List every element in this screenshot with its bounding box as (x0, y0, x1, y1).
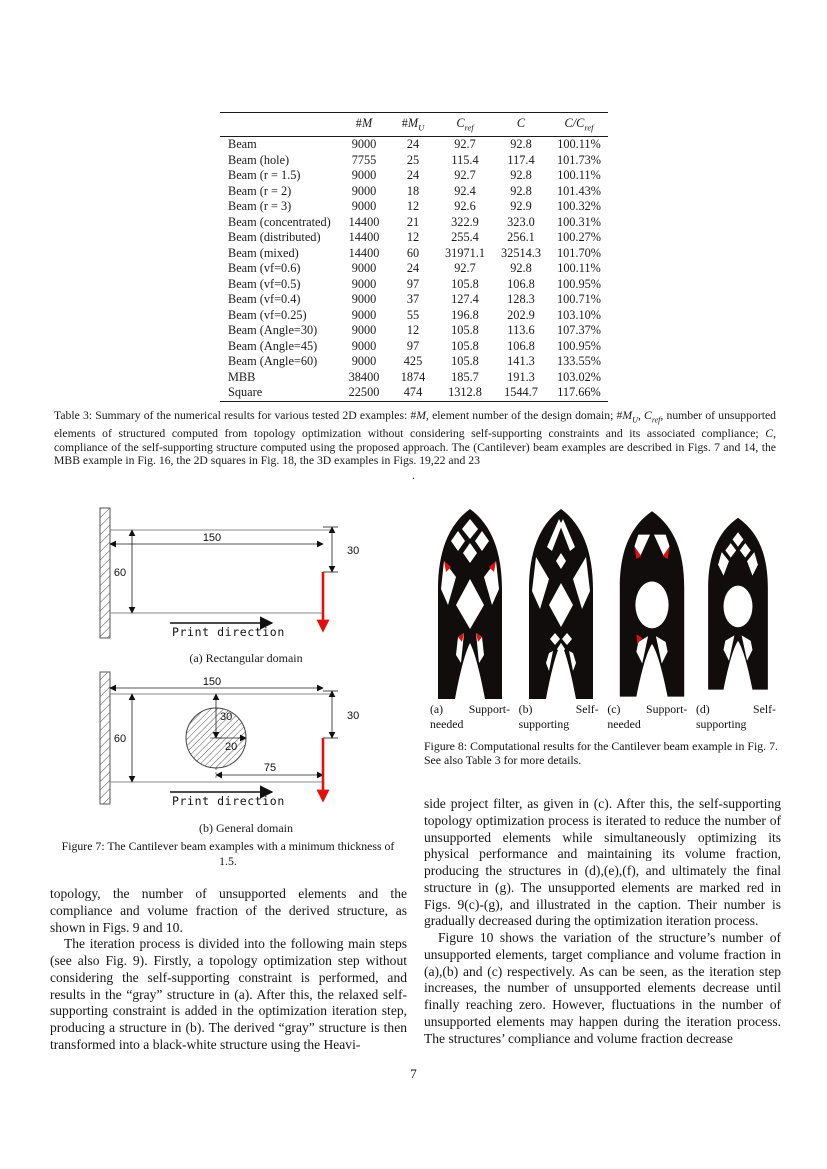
cell-elements: 7755 (351, 152, 377, 167)
cell-c: 141.3 (507, 354, 535, 369)
cell-cref: 105.8 (451, 338, 479, 353)
topology-structure-d (700, 503, 776, 699)
table-header-row (220, 113, 608, 137)
dim-hole-depth-label: 30 (220, 711, 233, 723)
table-row (220, 199, 608, 215)
cell-c: 117.4 (507, 152, 535, 167)
cell-elements: 9000 (351, 199, 377, 214)
cell-ratio: 100.27% (556, 230, 602, 245)
cell-ratio: 101.73% (556, 152, 602, 167)
table-row (220, 339, 608, 355)
figure8-sublabels (430, 702, 776, 731)
col-header-unsupported: $\#M_U$ (388, 113, 438, 137)
print-direction-label: Print direction (172, 794, 285, 808)
cell-elements: 9000 (351, 292, 377, 307)
table-caption: Table 3: Summary of the numerical results for various tested 2D examples: #M, element number of the design domain; $\#M_U$, $C_{ref}$, number of unsupported elements of structured computed from topology optimization without considering self-supporting constraints and its associated compliance; C, compliance of the self-supporting structure computed using the proposed approach. The (Cantilever) beam examples are described in Figs. 7 and 14, the MBB example in Fig. 16, the 2D squares in Fig. 18, the 3D examples in Figs. 19,22 and 23 (54, 409, 777, 468)
fixed-wall-hatch (100, 508, 110, 638)
table-row (220, 385, 608, 401)
subfigure-word: Support- (646, 702, 688, 716)
subfigure-word: Support- (468, 702, 510, 716)
col-header-cref: $C_{ref}$ (438, 113, 492, 137)
subfigure-word: Self- (575, 702, 599, 716)
cell-cref: 185.7 (451, 369, 479, 384)
cell-c: 92.8 (510, 261, 532, 276)
cell-ratio: 100.31% (556, 214, 602, 229)
cell-unsupported: 60 (406, 245, 420, 260)
row-label: Beam (vf=0.4) (228, 292, 301, 307)
figure-7b (90, 664, 402, 836)
dim-width-label: 150 (202, 532, 222, 544)
table-row (220, 184, 608, 200)
cell-ratio: 107.37% (556, 323, 602, 338)
row-label: Beam (Angle=30) (228, 323, 318, 338)
row-label: Beam (vf=0.25) (228, 307, 307, 322)
paragraph: side project filter, as given in (c). After this, the self-supporting topology optimization process is iterated to reduce the number of unsupported elements while simultaneously optimizing its physical performance and maintaining its volume fraction, producing the structures in (d),(e),(f), and ultimately the final structure in (g). The unsupported elements are marked red in Figs. 9(c)-(g), and illustrated in the caption. Their number is gradually decreased during the optimization iteration process. (424, 796, 781, 929)
fixed-wall-hatch (100, 672, 110, 804)
topology-structure-a (428, 503, 512, 699)
table-row (220, 230, 608, 246)
figure-8-images (428, 503, 776, 700)
cell-elements: 14400 (348, 214, 380, 229)
cell-cref: 1312.8 (448, 385, 482, 400)
cell-unsupported: 24 (406, 137, 420, 152)
table-row (220, 277, 608, 293)
cell-unsupported: 18 (406, 183, 420, 198)
table-body (220, 137, 608, 402)
table-row (220, 246, 608, 262)
cell-unsupported: 24 (406, 261, 420, 276)
row-label: Beam (r = 2) (228, 183, 292, 198)
subfigure-label-c (607, 702, 687, 731)
cell-unsupported: 37 (406, 292, 420, 307)
cell-unsupported: 12 (406, 199, 420, 214)
cell-c: 1544.7 (504, 385, 538, 400)
subfigure-word2: needed (607, 716, 641, 731)
dim-load-offset-label: 30 (347, 545, 360, 557)
cell-cref: 105.8 (451, 276, 479, 291)
right-column-text (424, 796, 781, 1047)
cell-c: 106.8 (507, 276, 535, 291)
paragraph: The iteration process is divided into the following main steps (see also Fig. 9). Firstly, a topology optimization step without considering the self-supporting constraint is performed, and results in the “gray” structure in (a). After this, the relaxed self-supporting constraint is added in the optimization iteration step, producing a structure in (b). The derived “gray” structure is then transformed into a black-white structure using the Heavi- (50, 936, 407, 1052)
dim-hole-radius-label: 20 (225, 741, 238, 753)
results-table (220, 112, 608, 402)
cell-c: 323.0 (507, 214, 535, 229)
table-row (220, 292, 608, 308)
cell-elements: 9000 (351, 183, 377, 198)
figure7-caption: Figure 7: The Cantilever beam examples with a minimum thickness of 1.5. (61, 839, 395, 868)
col-header-c: C (492, 113, 550, 137)
table-row (220, 215, 608, 231)
cell-cref: 105.8 (451, 323, 479, 338)
cell-cref: 127.4 (451, 292, 479, 307)
cell-ratio: 117.66% (557, 385, 601, 400)
dim-width-label: 150 (202, 676, 222, 688)
cell-ratio: 100.95% (556, 338, 602, 353)
cell-cref: 255.4 (451, 230, 479, 245)
subfigure-label-d (696, 702, 776, 731)
cell-cref: 115.4 (451, 152, 479, 167)
cell-unsupported: 1874 (400, 369, 426, 384)
cell-c: 32514.3 (501, 245, 541, 260)
cell-elements: 9000 (351, 354, 377, 369)
cell-elements: 9000 (351, 276, 377, 291)
cell-ratio: 133.55% (556, 354, 602, 369)
cell-cref: 92.7 (454, 261, 476, 276)
paragraph: Figure 10 shows the variation of the structure’s number of unsupported elements, target compliance and volume fraction in (a),(b) and (c) respectively. As can be seen, as the iteration step increases, the number of unsupported elements decrease until finally reaching zero. However, fluctuations in the number of unsupported elements may happen during the iteration process. The structures’ compliance and volume fraction decrease (424, 930, 781, 1046)
subfigure-tag: (c) (607, 702, 621, 716)
table-row (220, 308, 608, 324)
paragraph: topology, the number of unsupported elements and the compliance and volume fraction of the derived structure, as shown in Figs. 9 and 10. (50, 886, 407, 935)
fig7b-drawing (90, 664, 402, 814)
cell-ratio: 103.10% (556, 307, 602, 322)
cell-ratio: 101.70% (556, 245, 602, 260)
row-label: Beam (r = 3) (228, 199, 292, 214)
cell-cref: 92.7 (454, 168, 476, 183)
cell-elements: 9000 (351, 168, 377, 183)
subfigure-tag: (d) (695, 702, 710, 716)
cell-ratio: 101.43% (556, 183, 602, 198)
cell-c: 256.1 (507, 230, 535, 245)
cell-ratio: 100.11% (557, 168, 601, 183)
cell-unsupported: 55 (406, 307, 420, 322)
table-row (220, 137, 608, 153)
cell-c: 128.3 (507, 292, 535, 307)
cell-unsupported: 25 (406, 152, 420, 167)
figure8-caption: Figure 8: Computational results for the Cantilever beam example in Fig. 7. See also Table 3 for more details. (424, 739, 778, 767)
fig7a-caption: (a) Rectangular domain (189, 651, 303, 665)
cell-elements: 9000 (351, 323, 377, 338)
figure-7a (90, 502, 402, 666)
cell-unsupported: 474 (403, 385, 423, 400)
row-label: Beam (Angle=45) (228, 338, 318, 353)
cell-c: 106.8 (507, 338, 535, 353)
stray-period: . (412, 468, 415, 482)
cell-c: 92.8 (510, 183, 532, 198)
left-column-text (50, 886, 407, 1054)
cell-elements: 9000 (351, 261, 377, 276)
cell-cref: 92.6 (454, 199, 476, 214)
cell-elements: 14400 (348, 230, 380, 245)
fig7b-caption: (b) General domain (199, 821, 293, 835)
row-label: Beam (mixed) (228, 245, 299, 260)
cell-c: 113.6 (507, 323, 535, 338)
cell-c: 92.8 (510, 137, 532, 152)
subfigure-label-b (519, 702, 599, 731)
table-row (220, 323, 608, 339)
row-label: Beam (r = 1.5) (228, 168, 301, 183)
table-row (220, 370, 608, 386)
cell-c: 92.8 (510, 168, 532, 183)
cell-cref: 92.4 (454, 183, 476, 198)
fig7a-drawing (90, 502, 402, 644)
print-direction-label: Print direction (172, 625, 285, 639)
cell-cref: 92.7 (454, 137, 476, 152)
cell-ratio: 100.95% (556, 276, 602, 291)
cell-unsupported: 12 (406, 323, 420, 338)
col-header-ratio: $C/C_{ref}$ (550, 113, 608, 137)
subfigure-word2: supporting (518, 716, 570, 731)
cell-elements: 22500 (348, 385, 380, 400)
subfigure-label-a (430, 702, 510, 731)
cell-elements: 38400 (348, 369, 380, 384)
col-header-elements: #M (340, 113, 388, 137)
cell-ratio: 100.32% (556, 199, 602, 214)
row-label: Beam (distributed) (228, 230, 321, 245)
cell-cref: 31971.1 (445, 245, 485, 260)
row-label: MBB (228, 369, 256, 384)
subfigure-word: Self- (753, 702, 776, 716)
cell-unsupported: 97 (406, 276, 420, 291)
cell-ratio: 100.11% (557, 137, 601, 152)
cell-unsupported: 21 (406, 214, 420, 229)
table-row (220, 153, 608, 169)
table-row (220, 261, 608, 277)
row-label: Beam (concentrated) (228, 214, 331, 229)
subfigure-word2: needed (430, 716, 464, 731)
cell-c: 92.9 (510, 199, 532, 214)
row-label: Beam (228, 137, 257, 152)
subfigure-tag: (a) (430, 702, 444, 716)
topology-structure-b (519, 503, 603, 699)
row-label: Beam (vf=0.6) (228, 261, 301, 276)
row-label: Beam (hole) (228, 152, 290, 167)
cell-elements: 9000 (351, 307, 377, 322)
topology-structure-c (611, 503, 693, 699)
col-header-empty (220, 113, 340, 137)
cell-c: 191.3 (507, 369, 535, 384)
dimension-lines (110, 527, 338, 613)
cell-elements: 9000 (351, 137, 377, 152)
page-number: 7 (410, 1066, 417, 1081)
dim-height-label: 60 (113, 567, 127, 579)
row-label: Square (228, 385, 263, 400)
cell-unsupported: 24 (406, 168, 420, 183)
cell-elements: 14400 (348, 245, 380, 260)
dim-load-offset-label: 30 (347, 710, 360, 722)
cell-c: 202.9 (507, 307, 535, 322)
row-label: Beam (vf=0.5) (228, 276, 301, 291)
cell-ratio: 103.02% (556, 369, 602, 384)
cell-unsupported: 97 (406, 338, 420, 353)
cell-cref: 196.8 (451, 307, 479, 322)
subfigure-word2: supporting (695, 716, 747, 731)
table-row (220, 354, 608, 370)
cell-elements: 9000 (351, 338, 377, 353)
table-row (220, 168, 608, 184)
cell-ratio: 100.11% (557, 261, 601, 276)
cell-cref: 105.8 (451, 354, 479, 369)
dim-hole-dist-label: 75 (263, 762, 277, 774)
row-label: Beam (Angle=60) (228, 354, 318, 369)
cell-cref: 322.9 (451, 214, 479, 229)
cell-unsupported: 425 (403, 354, 423, 369)
dim-height-label: 60 (113, 733, 127, 745)
subfigure-tag: (b) (518, 702, 533, 716)
cell-unsupported: 12 (406, 230, 420, 245)
cell-ratio: 100.71% (556, 292, 602, 307)
